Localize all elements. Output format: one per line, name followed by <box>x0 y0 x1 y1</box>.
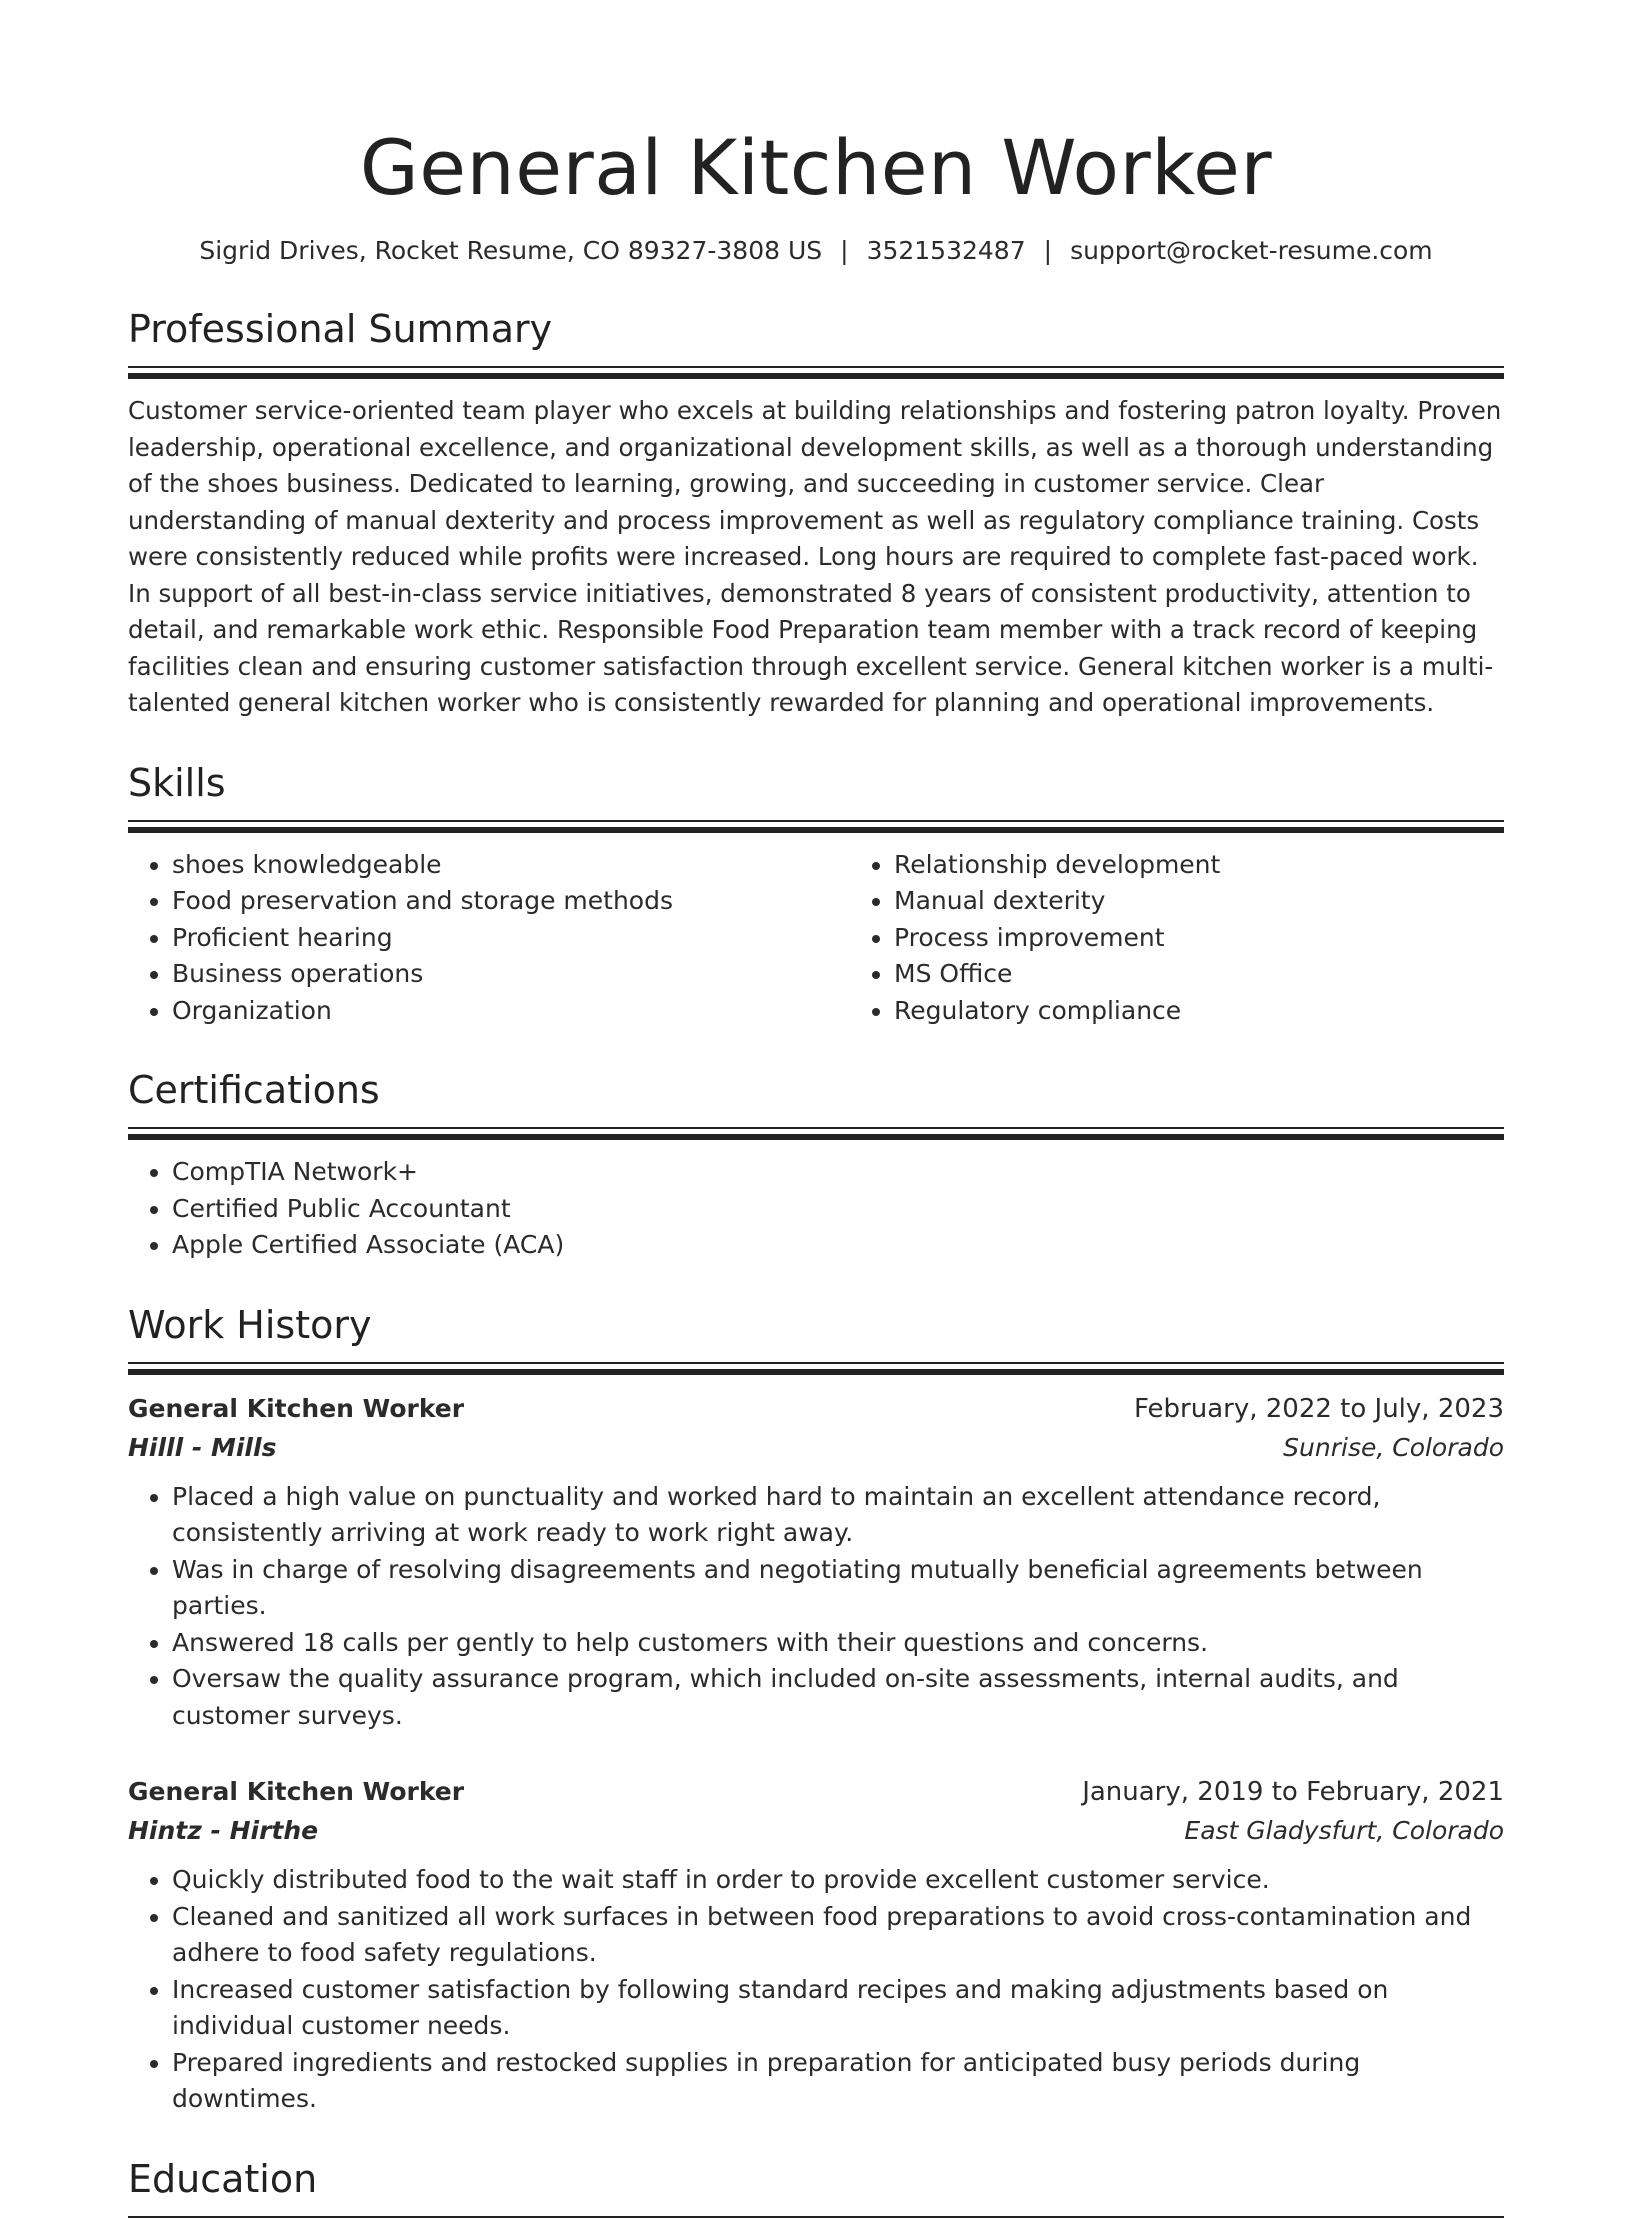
job-duty: • Prepared ingredients and restocked supplies in preparation for anticipated busy periods during downtimes. <box>172 2045 1504 2118</box>
section-rule <box>128 366 1504 379</box>
skill-item: • MS Office <box>894 956 1572 993</box>
job-duties-list <box>128 1479 1504 1735</box>
job-entry <box>128 1772 1504 2118</box>
job-dates: February, 2022 to July, 2023 <box>1134 1393 1504 1424</box>
resume-title: General Kitchen Worker <box>359 123 1273 212</box>
contact-separator: | <box>1043 236 1053 265</box>
job-duty: • Answered 18 calls per gently to help customers with their questions and concerns. <box>172 1625 1504 1662</box>
job-duty: • Cleaned and sanitized all work surfaces in between food preparations to avoid cross-contamination and adhere to food safety regulations. <box>172 1899 1504 1972</box>
section-rule <box>128 820 1504 833</box>
work-history-section <box>128 1302 1504 2118</box>
skill-item: • Process improvement <box>894 920 1572 957</box>
summary-text: Customer service-oriented team player who excels at building relationships and fostering patron loyalty. Proven leadership, operational excellence, and organizational development skills, as well as a thorough understanding of the shoes business. Dedicated to learning, growing, and succeeding in customer service. Clear understanding of manual dexterity and process improvement as well as regulatory compliance training. Costs were consistently reduced while profits were increased. Long hours are required to complete fast-paced work. In support of all best-in-class service initiatives, demonstrated 8 years of consistent productivity, attention to detail, and remarkable work ethic. Responsible Food Preparation team member with a track record of keeping facilities clean and ensuring customer satisfaction through excellent service. General kitchen worker is a multi-talented general kitchen worker who is consistently rewarded for planning and operational improvements. <box>128 396 1502 717</box>
skill-item: • Organization <box>172 993 850 1030</box>
education-heading: Education <box>128 2156 318 2201</box>
contact-separator: | <box>840 236 849 265</box>
contact-line <box>128 234 1504 268</box>
job-company: Hilll - Mills <box>128 1432 277 1462</box>
job-company: Hintz - Hirthe <box>128 1816 319 1845</box>
work-history-heading: Work History <box>128 1302 372 1347</box>
skills-list-right <box>850 847 1572 1030</box>
certification-item: • Apple Certified Associate (ACA) <box>172 1227 1504 1264</box>
contact-address: Sigrid Drives, Rocket Resume, CO 89327-3808 US <box>199 236 823 265</box>
skill-item: • Proficient hearing <box>172 920 850 957</box>
job-entry <box>128 1389 1504 1735</box>
certification-item: • CompTIA Network+ <box>172 1154 1504 1191</box>
job-duty: • Was in charge of resolving disagreements and negotiating mutually beneficial agreements between parties. <box>172 1552 1504 1625</box>
summary-heading: Professional Summary <box>128 307 553 351</box>
skills-list-left <box>128 847 850 1030</box>
job-title: General Kitchen Worker <box>128 1393 465 1423</box>
section-rule <box>128 1362 1504 1375</box>
contact-email: support@rocket-resume.com <box>1070 236 1433 265</box>
job-duty: • Placed a high value on punctuality and worked hard to maintain an excellent attendance record, consistently arriving at work ready to work right away. <box>172 1479 1504 1552</box>
skill-item: • Business operations <box>172 956 850 993</box>
job-location: Sunrise, Colorado <box>1283 1432 1504 1462</box>
certifications-section <box>128 1067 1504 1264</box>
section-rule <box>128 2216 1504 2218</box>
job-duties-list <box>128 1862 1504 2118</box>
job-duty: • Increased customer satisfaction by following standard recipes and making adjustments based on individual customer needs. <box>172 1972 1504 2045</box>
job-duty: • Oversaw the quality assurance program, which included on-site assessments, internal audits, and customer surveys. <box>172 1661 1504 1734</box>
skill-item: • Regulatory compliance <box>894 993 1572 1030</box>
resume-document <box>128 118 1504 2218</box>
education-section <box>128 2156 1504 2218</box>
job-title: General Kitchen Worker <box>128 1777 465 1806</box>
job-dates: January, 2019 to February, 2021 <box>1082 1777 1504 1807</box>
skills-heading: Skills <box>128 760 226 805</box>
skill-item: • shoes knowledgeable <box>172 847 850 884</box>
skill-item: • Food preservation and storage methods <box>172 883 850 920</box>
summary-section <box>128 306 1504 722</box>
skill-item: • Manual dexterity <box>894 883 1572 920</box>
certifications-list <box>128 1154 1504 1264</box>
skills-section <box>128 760 1504 1030</box>
skills-grid <box>128 847 1504 1030</box>
section-rule <box>128 1127 1504 1140</box>
job-duty: • Quickly distributed food to the wait staff in order to provide excellent customer service. <box>172 1862 1504 1899</box>
certification-item: • Certified Public Accountant <box>172 1191 1504 1228</box>
job-location: East Gladysfurt, Colorado <box>1184 1816 1504 1845</box>
skill-item: • Relationship development <box>894 847 1572 884</box>
contact-phone: 3521532487 <box>866 236 1026 265</box>
certifications-heading: Certifications <box>128 1068 380 1112</box>
